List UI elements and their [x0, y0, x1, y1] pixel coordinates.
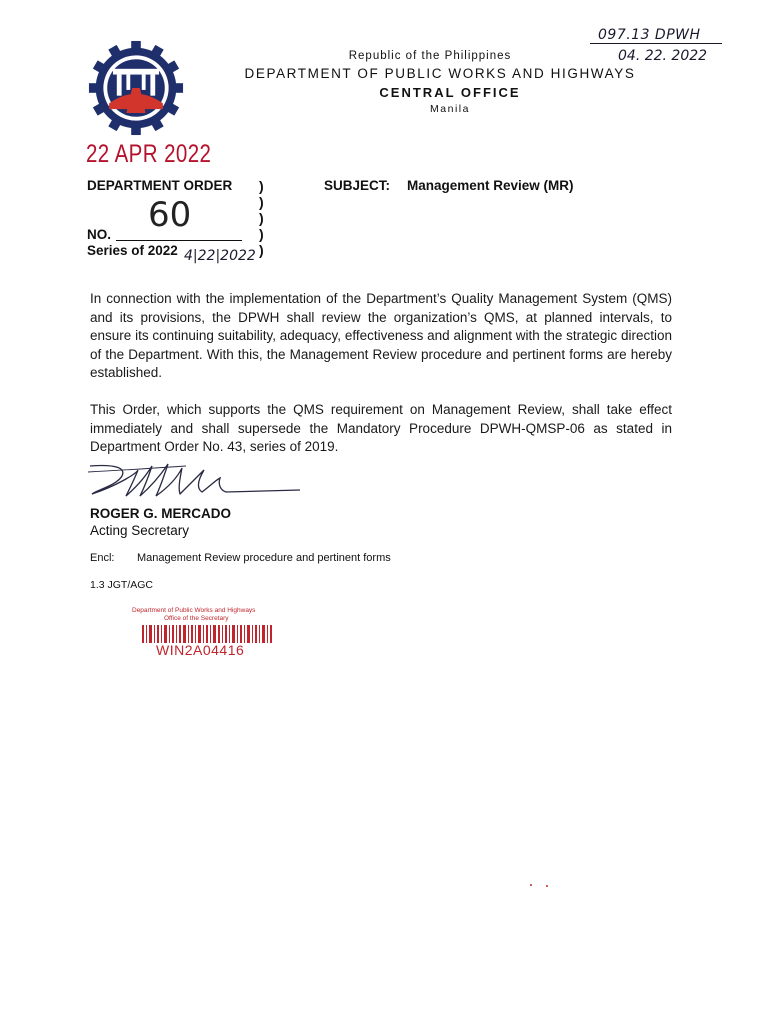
- receipt-ref: 097.13 DPWH: [598, 27, 701, 43]
- signatory-title: Acting Secretary: [90, 523, 190, 538]
- header-office: CENTRAL OFFICE: [379, 85, 521, 100]
- date-stamp: 22 APR 2022: [86, 140, 212, 168]
- paren-3: ): [259, 210, 264, 226]
- reference-code: 1.3 JGT/AGC: [90, 579, 154, 591]
- speck-mark: [530, 884, 532, 886]
- header-city: Manila: [430, 103, 470, 115]
- body-paragraph-2: This Order, which supports the QMS requirement on Management Review, shall take effect immediately and shall supersede the Mandatory Procedure DPWH-QMSP-06 as stated in Department Order No. 43, series of 2019.: [90, 402, 672, 454]
- barcode-stamp-line1: Department of Public Works and Highways: [132, 607, 256, 614]
- paren-2: ): [259, 194, 264, 210]
- dpwh-logo-icon: [88, 40, 184, 136]
- paren-5: ): [259, 242, 264, 258]
- barcode-icon: [142, 625, 272, 643]
- series-handwritten-date: 4|22|2022: [184, 248, 256, 264]
- order-series: Series of 2022: [87, 243, 178, 258]
- order-type-label: DEPARTMENT ORDER: [87, 178, 233, 193]
- signatory-name: ROGER G. MERCADO: [90, 506, 232, 521]
- barcode-code: WIN2A04416: [156, 642, 245, 658]
- order-no-label: NO.: [87, 227, 112, 242]
- receipt-underline: [590, 43, 722, 44]
- header-department: DEPARTMENT OF PUBLIC WORKS AND HIGHWAYS: [244, 66, 636, 81]
- speck-mark: [546, 885, 548, 887]
- body-paragraph-1: In connection with the implementation of the Department’s Quality Management System (QMS) and its provisions, the DPWH shall review the organization’s QMS, at planned intervals, to ensure its continuing suitability, adequacy, effectiveness and alignment with the strategic direction of the Department. With this, the Management Review procedure and pertinent forms are hereby established.: [90, 291, 672, 380]
- paren-1: ): [259, 178, 264, 194]
- paren-4: ): [259, 226, 264, 242]
- order-number: 60: [148, 195, 192, 235]
- subject-text: Management Review (MR): [407, 178, 574, 193]
- subject-label: SUBJECT:: [324, 178, 391, 193]
- enclosure-text: Management Review procedure and pertinent forms: [137, 552, 391, 564]
- order-number-underline: [116, 240, 242, 241]
- enclosure-label: Encl:: [90, 552, 115, 564]
- header-republic: Republic of the Philippines: [348, 50, 512, 62]
- signature-icon: [86, 456, 306, 504]
- barcode-stamp-line2: Office of the Secretary: [164, 615, 229, 622]
- receipt-date: 04. 22. 2022: [618, 48, 708, 64]
